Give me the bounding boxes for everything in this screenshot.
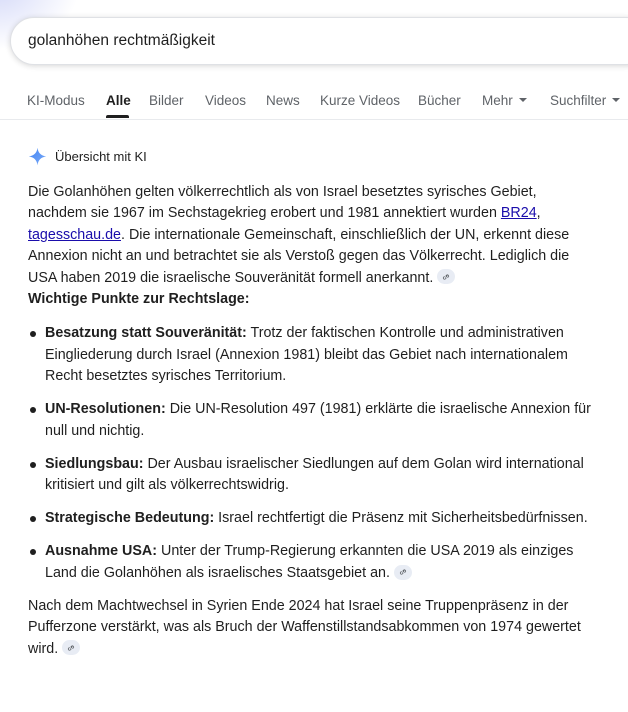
active-tab-indicator: [106, 115, 129, 118]
ai-overview-title: Übersicht mit KI: [55, 149, 147, 164]
point-term: Ausnahme USA:: [45, 543, 158, 560]
list-item: [28, 323, 594, 387]
tab-mehr[interactable]: [482, 93, 527, 108]
intro-separator: ,: [536, 205, 541, 222]
tab-alle[interactable]: Alle: [106, 93, 131, 108]
closing-text: Nach dem Machtwechsel in Syrien Ende 2024 hat Israel seine Truppenpräsenz in der Pufferzone verstärkt, was als Bruch der Waffenstillstandsabkommen von 1974 gewertet wird.: [28, 597, 581, 657]
list-item: [28, 508, 594, 529]
gemini-spark-icon: [28, 147, 47, 166]
tab-buecher[interactable]: Bücher: [418, 93, 461, 108]
section-heading: Wichtige Punkte zur Rechtslage:: [28, 291, 250, 308]
tab-suchfilter-label: Suchfilter: [550, 93, 607, 108]
tab-suchfilter[interactable]: [550, 93, 620, 108]
caret-down-icon: [519, 98, 527, 102]
tab-kurze-videos[interactable]: Kurze Videos: [320, 93, 401, 108]
search-tabs: [0, 88, 628, 120]
point-term: Strategische Bedeutung:: [45, 510, 215, 527]
list-item: [28, 454, 594, 497]
point-text: Trotz der faktischen Kontrolle und administrativen Eingliederung durch Israel (Annexion 1981) bleibt das Gebiet nach internationalem Recht besetztes syrisches Territorium.: [45, 325, 568, 385]
point-term: Besatzung statt Souveränität:: [45, 325, 247, 342]
search-input[interactable]: [28, 32, 588, 50]
source-link-br24[interactable]: BR24: [500, 205, 537, 222]
intro-text-2: . Die internationale Gemeinschaft, einschließlich der UN, erkennt diese Annexion nicht an und betrachtet sie als Verstoß gegen das Völkerrecht. Lediglich die USA haben 2019 die israelische Souveränität formell anerkannt.: [28, 226, 570, 286]
list-item: [28, 399, 594, 442]
point-text: Israel rechtfertigt die Präsenz mit Sicherheitsbedürfnissen.: [214, 510, 588, 527]
intro-paragraph: [28, 182, 594, 289]
link-icon[interactable]: [394, 565, 412, 580]
link-icon[interactable]: [437, 269, 455, 284]
caret-down-icon: [612, 98, 620, 102]
point-text: Die UN-Resolution 497 (1981) erklärte die israelische Annexion für null und nichtig.: [45, 401, 591, 439]
tab-ki-modus[interactable]: KI-Modus: [27, 93, 85, 108]
tab-news[interactable]: News: [266, 93, 300, 108]
tab-bilder[interactable]: Bilder: [149, 93, 184, 108]
list-item: [28, 541, 594, 584]
link-icon[interactable]: [62, 640, 80, 655]
ai-overview-content: [28, 182, 594, 660]
tab-mehr-label: Mehr: [482, 93, 513, 108]
ai-overview-header: [28, 147, 147, 166]
point-term: Siedlungsbau:: [45, 455, 144, 472]
tab-videos[interactable]: Videos: [205, 93, 247, 108]
intro-text-1: Die Golanhöhen gelten völkerrechtlich als von Israel besetztes syrisches Gebiet, nachdem sie 1967 im Sechstagekrieg erobert und 1981 annektiert wurden: [28, 184, 537, 222]
point-text: Unter der Trump-Regierung erkannten die USA 2019 als einziges Land die Golanhöhen als israelisches Staatsgebiet an.: [45, 543, 574, 581]
tabs-divider: [0, 119, 628, 120]
point-term: UN-Resolutionen:: [45, 401, 166, 418]
closing-paragraph: [28, 596, 594, 660]
source-link-tagesschau[interactable]: tagesschau.de: [28, 226, 121, 243]
search-box[interactable]: [10, 17, 628, 65]
point-text: Der Ausbau israelischer Siedlungen auf dem Golan wird international kritisiert und gilt als völkerrechtswidrig.: [45, 455, 584, 494]
key-points-list: [28, 323, 594, 584]
